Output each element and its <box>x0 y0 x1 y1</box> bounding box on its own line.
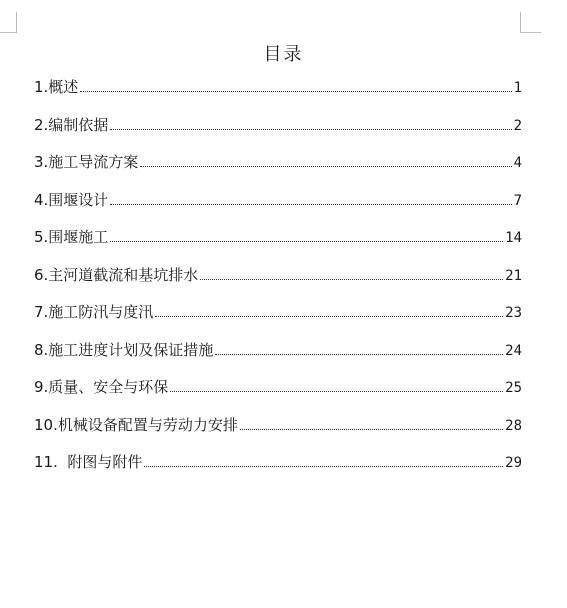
toc-leader <box>80 90 511 92</box>
toc-entry[interactable] <box>34 339 522 377</box>
toc-entry-page: 24 <box>505 342 522 359</box>
toc-title: 目录 <box>263 44 304 65</box>
toc-entry-page: 4 <box>513 155 522 171</box>
toc-leader <box>170 390 503 392</box>
toc-entry-text: 2.编制依据 <box>34 115 109 134</box>
toc-entry-page: 7 <box>513 192 522 209</box>
toc-list <box>34 76 522 489</box>
toc-entry[interactable] <box>34 301 522 339</box>
toc-entry-text: 9.质量、安全与环保 <box>34 378 169 396</box>
toc-entry-page: 23 <box>505 305 522 321</box>
toc-entry[interactable] <box>34 189 522 227</box>
toc-leader <box>215 353 503 355</box>
toc-entry[interactable] <box>34 76 522 114</box>
toc-entry[interactable] <box>34 451 522 489</box>
toc-leader <box>240 428 503 430</box>
toc-entry-text: 6.主河道截流和基坑排水 <box>34 265 199 284</box>
toc-entry-page: 2 <box>513 117 522 134</box>
toc-entry-text: 11. 附图与附件 <box>34 453 143 471</box>
toc-entry-text: 8.施工进度计划及保证措施 <box>34 340 214 359</box>
toc-entry-text: 5.围堰施工 <box>34 228 109 246</box>
toc-entry-page: 25 <box>505 380 522 396</box>
toc-leader <box>140 165 511 167</box>
toc-entry-text: 4.围堰设计 <box>34 190 109 209</box>
toc-entry[interactable] <box>34 151 522 189</box>
toc-entry[interactable] <box>34 414 522 452</box>
toc-leader <box>155 315 503 317</box>
toc-leader <box>110 240 503 242</box>
toc-entry-page: 14 <box>505 230 522 246</box>
toc-entry-page: 28 <box>505 417 522 434</box>
toc-entry-page: 29 <box>505 455 522 471</box>
toc-leader <box>200 278 503 280</box>
page-margin-mark-top-left <box>0 12 17 33</box>
page-margin-mark-top-right <box>520 12 541 33</box>
toc-entry-page: 21 <box>505 267 522 284</box>
toc-entry[interactable] <box>34 226 522 264</box>
toc-entry-text: 10.机械设备配置与劳动力安排 <box>34 415 238 434</box>
toc-entry[interactable] <box>34 376 522 414</box>
toc-entry-text: 1.概述 <box>34 78 79 96</box>
toc-entry[interactable] <box>34 114 522 152</box>
toc-leader <box>110 128 511 130</box>
toc-leader <box>110 203 511 205</box>
toc-leader <box>144 465 503 467</box>
toc-entry-text: 3.施工导流方案 <box>34 153 139 171</box>
toc-entry-page: 1 <box>513 80 522 96</box>
toc-entry-text: 7.施工防汛与度汛 <box>34 303 154 321</box>
toc-entry[interactable] <box>34 264 522 302</box>
